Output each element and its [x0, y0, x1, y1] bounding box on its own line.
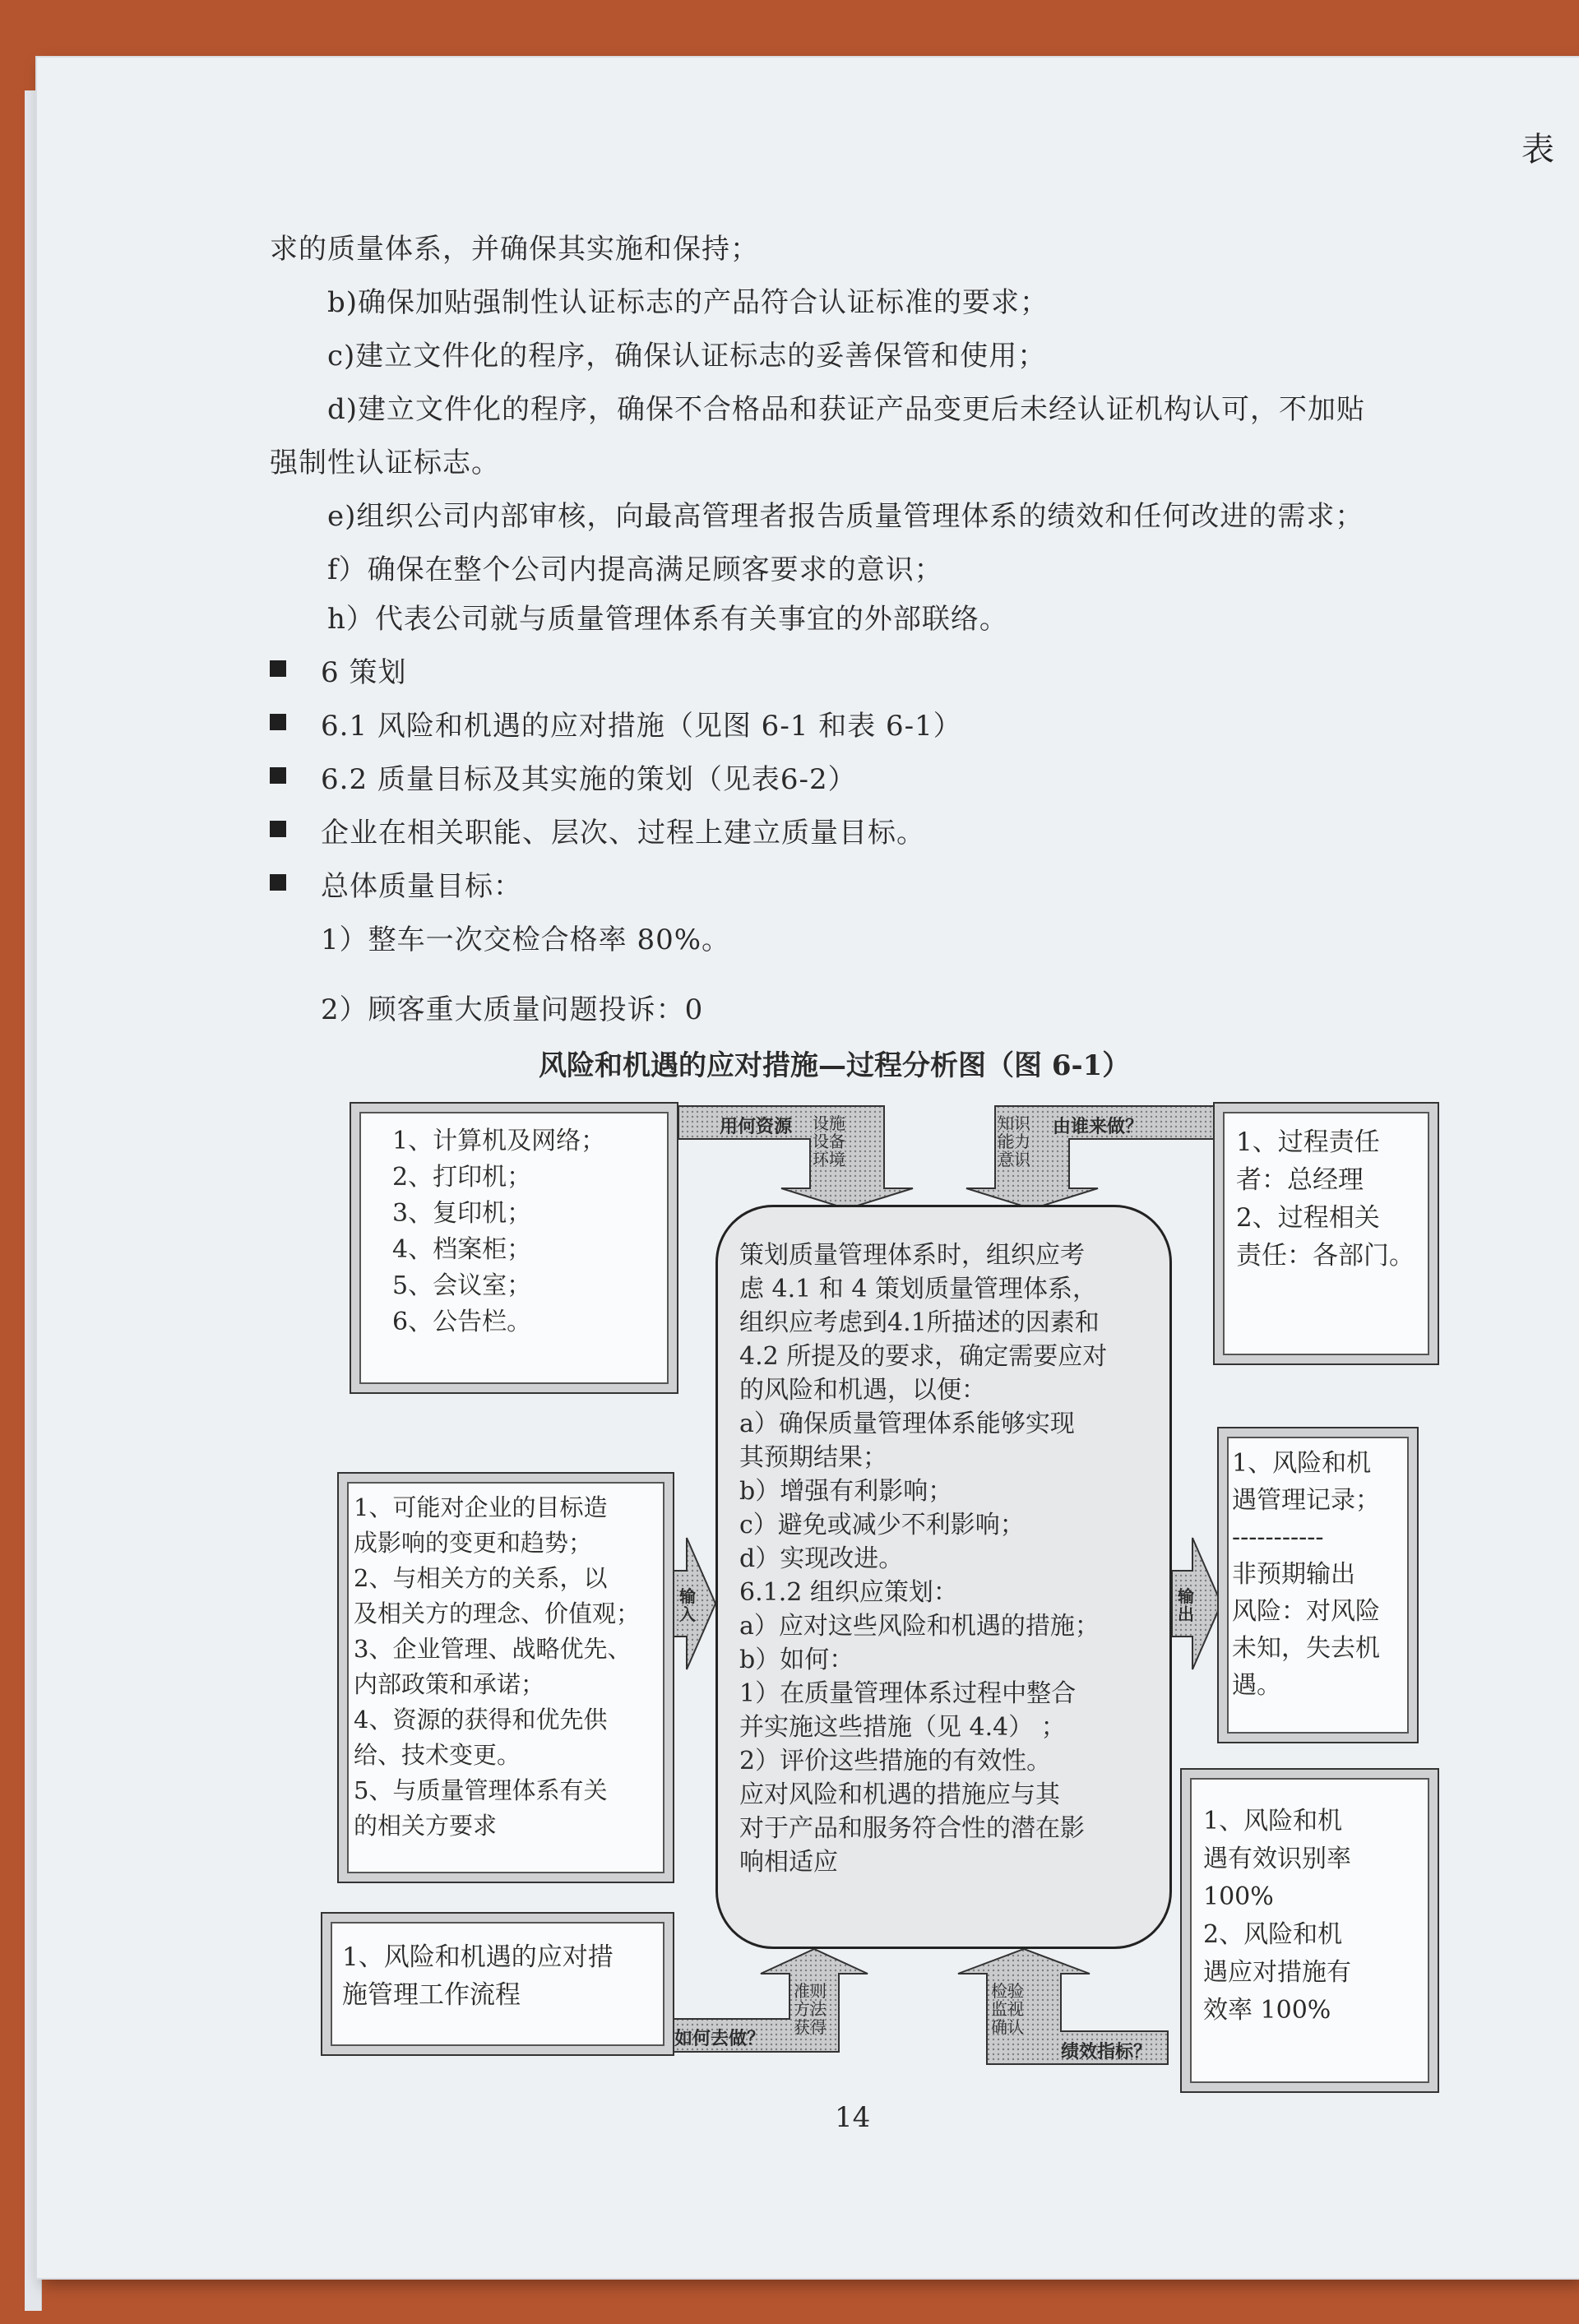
output-line: 遇。: [1232, 1671, 1281, 1700]
input-line: 的相关方要求: [354, 1812, 498, 1840]
body-line-3: c)建立文件化的程序，确保认证标志的妥善保管和使用；: [327, 340, 1047, 373]
method-line: 施管理工作流程: [342, 1980, 521, 2010]
center-line: 策划质量管理体系时，组织应考: [739, 1241, 1085, 1270]
resources-item: 4、档案柜；: [392, 1235, 532, 1264]
center-line: b）如何：: [739, 1646, 854, 1674]
responsibility-line: 责任：各部门。: [1236, 1241, 1415, 1271]
output-box: [1217, 1427, 1419, 1743]
kpi-line: 效率 100%: [1203, 1996, 1331, 2025]
input-line: 1、可能对企业的目标造: [354, 1493, 608, 1521]
center-line: a）应对这些风险和机遇的措施；: [739, 1612, 1100, 1641]
arrow-items-resources: 设施 设备 环境: [813, 1113, 845, 1169]
output-line: 遇管理记录；: [1232, 1486, 1380, 1515]
arrow-label-who: 由谁来做？: [1053, 1116, 1144, 1137]
input-line: 成影响的变更和趋势；: [354, 1529, 593, 1557]
kpi-box: [1180, 1768, 1439, 2093]
input-box: [337, 1472, 674, 1883]
input-line: 给、技术变更。: [354, 1741, 521, 1769]
arrow-items-kpi: 检验 监视 确认: [991, 1981, 1024, 2037]
center-line: 虑 4.1 和 4 策划质量管理体系，: [739, 1275, 1097, 1303]
body-line-8: h）代表公司就与质量管理体系有关事宜的外部联络。: [327, 603, 1008, 636]
figure-caption: 风险和机遇的应对措施—过程分析图（图 6-1）: [539, 1049, 1131, 1082]
method-line: 1、风险和机遇的应对措: [342, 1942, 614, 1972]
kpi-line: 2、风险和机: [1203, 1920, 1343, 1949]
center-line: 应对风险和机遇的措施应与其: [739, 1780, 1060, 1809]
heading-6-2: 6.2 质量目标及其实施的策划（见表6-2）: [321, 763, 857, 796]
arrow-label-kpi: 绩效指标？: [1061, 2041, 1152, 2062]
center-line: b）增强有利影响；: [739, 1477, 953, 1506]
center-line: 并实施这些措施（见 4.4） ；: [739, 1713, 1066, 1742]
output-line: 非预期输出: [1232, 1560, 1355, 1589]
input-line: 及相关方的理念、价值观；: [354, 1599, 641, 1627]
resources-item: 6、公告栏。: [392, 1308, 532, 1336]
output-line: -----------: [1232, 1523, 1324, 1552]
center-line: 6.1.2 组织应策划：: [739, 1578, 958, 1607]
center-line: a）确保质量管理体系能够实现: [739, 1410, 1075, 1438]
center-line: 2）评价这些措施的有效性。: [739, 1747, 1052, 1775]
goal-1: 1）整车一次交检合格率 80%。: [321, 924, 731, 956]
resources-item: 2、打印机；: [392, 1163, 532, 1192]
arrow-label-resources: 用何资源: [720, 1116, 793, 1137]
heading-6-1: 6.1 风险和机遇的应对措施（见图 6-1 和表 6-1）: [321, 710, 962, 743]
arrow-label-how: 如何去做？: [674, 2028, 766, 2049]
arrow-resources: [678, 1106, 913, 1209]
center-line: 1）在质量管理体系过程中整合: [739, 1679, 1077, 1708]
center-line: 其预期结果；: [739, 1443, 887, 1472]
arrow-items-who: 知识 能力 意识: [998, 1113, 1030, 1169]
body-line-4: d)建立文件化的程序，确保不合格品和获证产品变更后未经认证机构认可，不加贴: [327, 393, 1366, 426]
input-line: 4、资源的获得和优先供: [354, 1706, 608, 1734]
center-line: 对于产品和服务符合性的潜在影: [739, 1814, 1085, 1843]
process-center-box: [715, 1205, 1172, 1949]
center-line: 4.2 所提及的要求，确定需要应对: [739, 1342, 1108, 1371]
bullet-quality-objectives: 企业在相关职能、层次、过程上建立质量目标。: [321, 817, 925, 850]
bullet-overall-goals: 总体质量目标：: [321, 870, 522, 903]
center-line: 组织应考虑到4.1所描述的因素和: [739, 1308, 1100, 1337]
kpi-line: 遇有效识别率: [1203, 1845, 1351, 1873]
arrow-items-how: 准则 方法 获得: [794, 1981, 827, 2037]
kpi-line: 1、风险和机: [1203, 1807, 1343, 1836]
resources-box: [350, 1102, 678, 1394]
body-line-6: e)组织公司内部审核，向最高管理者报告质量管理体系的绩效和任何改进的需求；: [327, 500, 1364, 533]
body-line-1: 求的质量体系，并确保其实施和保持；: [270, 233, 759, 266]
page-number: 14: [835, 2101, 871, 2134]
goal-2: 2）顾客重大质量问题投诉：0: [321, 993, 704, 1026]
center-line: 的风险和机遇，以便：: [739, 1376, 986, 1405]
arrow-label-input: 输入: [679, 1586, 696, 1624]
body-line-2: b)确保加贴强制性认证标志的产品符合认证标准的要求；: [327, 286, 1049, 319]
input-line: 5、与质量管理体系有关: [354, 1776, 608, 1804]
heading-6: 6 策划: [321, 656, 407, 689]
responsibility-line: 者：总经理: [1236, 1165, 1364, 1195]
input-line: 3、企业管理、战略优先、: [354, 1635, 632, 1663]
adjacent-page-fragment: 表: [1521, 131, 1554, 169]
method-box: [321, 1912, 674, 2056]
output-line: 未知，失去机: [1232, 1634, 1380, 1663]
center-line: 响相适应: [739, 1848, 838, 1877]
kpi-line: 遇应对措施有: [1203, 1958, 1351, 1987]
output-line: 风险：对风险: [1232, 1597, 1380, 1626]
resources-item: 1、计算机及网络；: [392, 1127, 606, 1155]
arrow-label-output: 输出: [1178, 1586, 1194, 1624]
body-line-7: f）确保在整个公司内提高满足顾客要求的意识；: [327, 553, 943, 586]
responsibility-box: [1213, 1102, 1439, 1365]
output-line: 1、风险和机: [1232, 1449, 1372, 1478]
input-line: 内部政策和承诺；: [354, 1670, 545, 1698]
center-line: d）实现改进。: [739, 1544, 904, 1573]
center-line: c）避免或减少不利影响；: [739, 1511, 1025, 1539]
body-line-5: 强制性认证标志。: [270, 447, 500, 479]
responsibility-line: 2、过程相关: [1236, 1203, 1380, 1233]
resources-item: 3、复印机；: [392, 1199, 532, 1228]
responsibility-line: 1、过程责任: [1236, 1127, 1380, 1157]
kpi-line: 100%: [1203, 1882, 1274, 1911]
resources-item: 5、会议室；: [392, 1271, 532, 1300]
input-line: 2、与相关方的关系，以: [354, 1564, 608, 1592]
